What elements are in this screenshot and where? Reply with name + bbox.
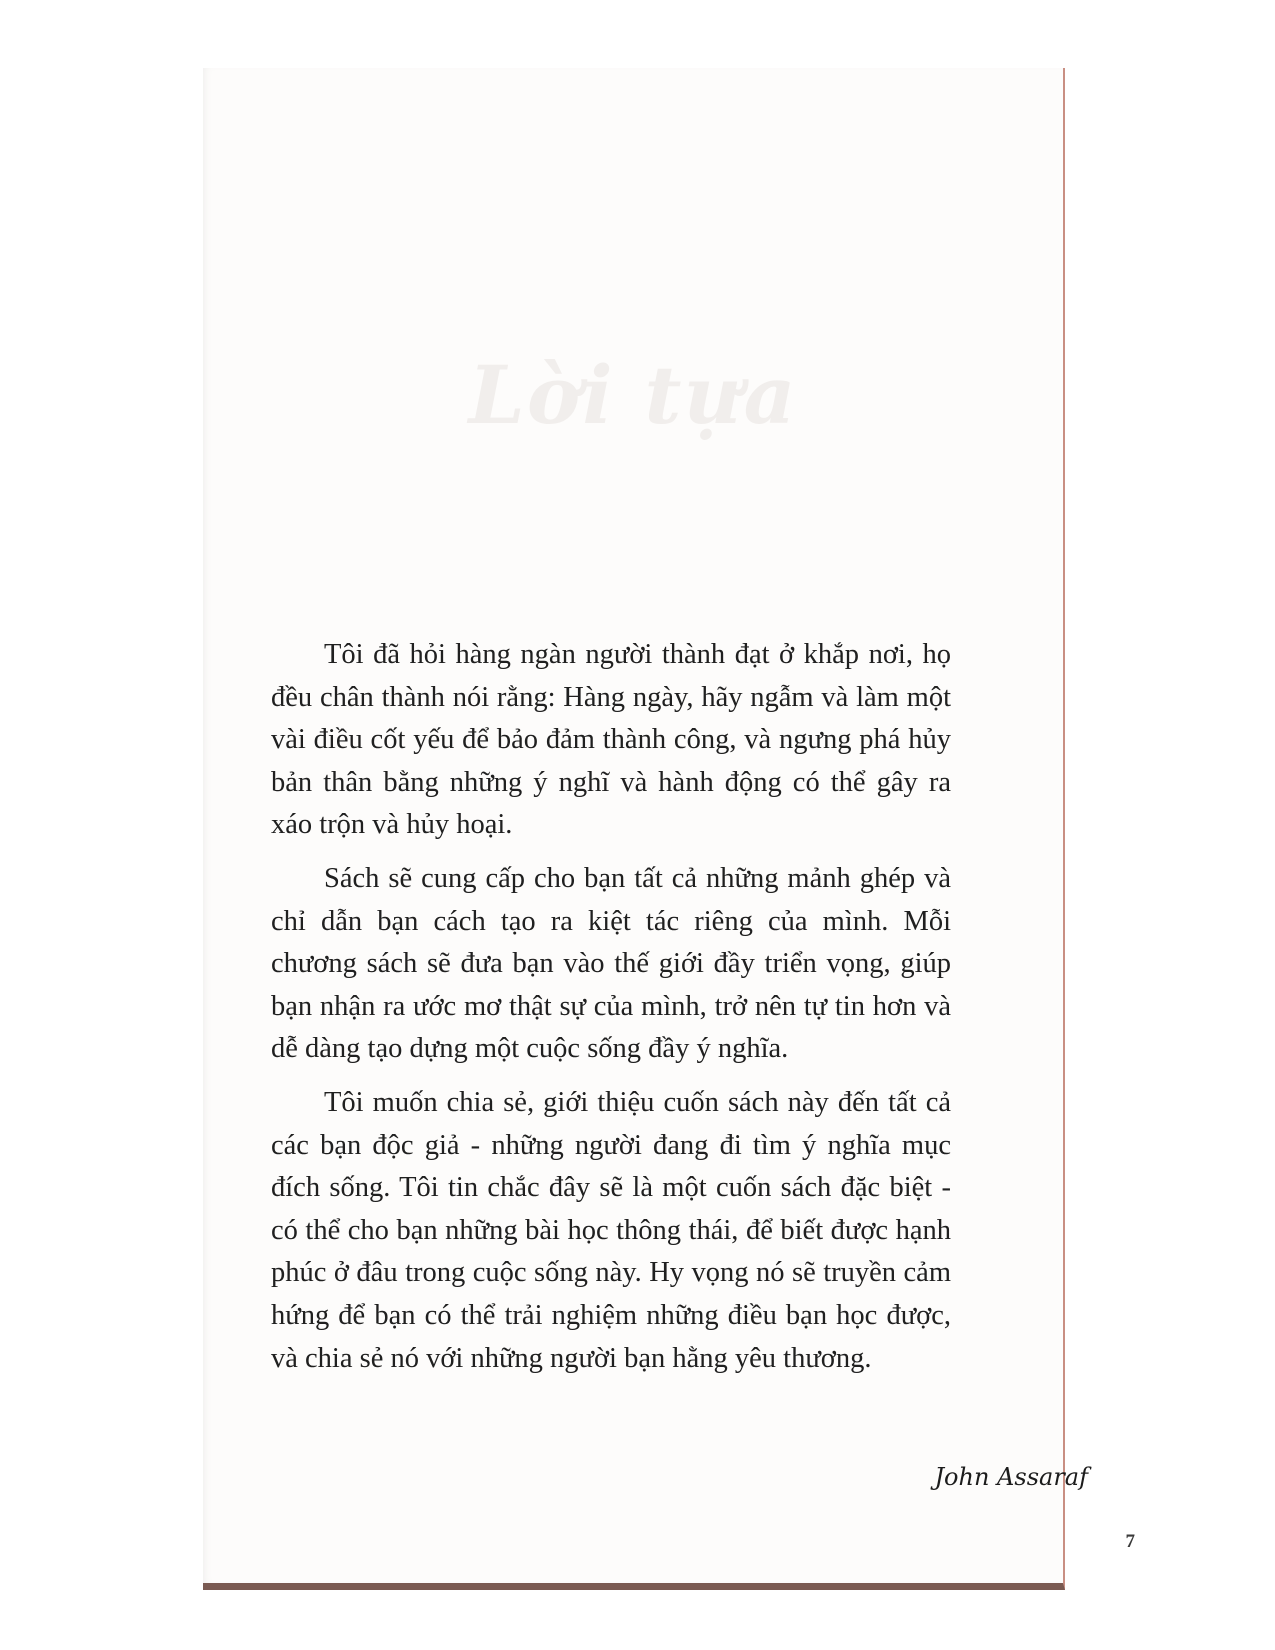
book-page — [203, 68, 1135, 1590]
page-title: Lời tựa — [468, 348, 798, 442]
author-signature: John Assaraf — [934, 1463, 1088, 1491]
body-text — [271, 634, 951, 1391]
paragraph-1: Tôi đã hỏi hàng ngàn người thành đạt ở khắp nơi, họ đều chân thành nói rằng: Hàng ngày, hãy ngẫm và làm một vài điều cốt yếu để bảo đảm thành công, và ngưng phá hủy bản thân bằng những ý nghĩ và hành động có thể gây ra xáo trộn và hủy hoại. — [271, 639, 951, 841]
paragraph-2: Sách sẽ cung cấp cho bạn tất cả những mảnh ghép và chỉ dẫn bạn cách tạo ra kiệt tác riêng của mình. Mỗi chương sách sẽ đưa bạn vào thế giới đầy triển vọng, giúp bạn nhận ra ước mơ thật sự của mình, trở nên tự tin hơn và dễ dàng tạo dựng một cuộc sống đầy ý nghĩa. — [271, 862, 951, 1065]
page-number: 7 — [1125, 1531, 1135, 1552]
paragraph-3: Tôi muốn chia sẻ, giới thiệu cuốn sách này đến tất cả các bạn độc giả - những người đang đi tìm ý nghĩa mục đích sống. Tôi tin chắc đây sẽ là một cuốn sách đặc biệt - có thể cho bạn những bài học thông thái, để biết được hạnh phúc ở đâu trong cuộc sống này. Hy vọng nó sẽ truyền cảm hứng để bạn có thể trải nghiệm những điều bạn học được, và chia sẻ nó với những người bạn hằng yêu thương. — [271, 1086, 951, 1374]
